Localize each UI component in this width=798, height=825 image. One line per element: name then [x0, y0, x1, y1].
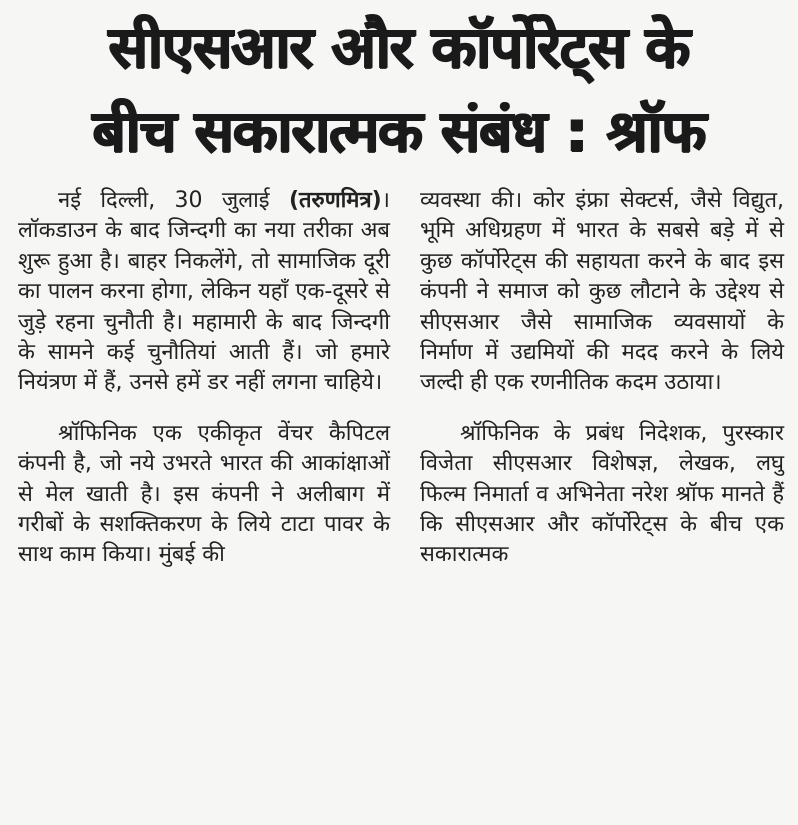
- newspaper-name: (तरुणमित्र): [288, 188, 382, 213]
- article-column-left: [18, 186, 390, 571]
- headline-line-1: सीएसआर और कॉर्पोरेट्स के: [108, 13, 690, 81]
- article-paragraph: श्रॉफिनिक के प्रबंध निदेशक, पुरस्कार विजेता सीएसआर विशेषज्ञ, लेखक, लघु फिल्म निमार्ता व अभिनेता नरेश श्रॉफ मानते हैं कि सीएसआर और कॉर्पोरेट्स के बीच एक सकारात्मक: [420, 420, 784, 568]
- article-paragraph: व्यवस्था की। कोर इंफ्रा सेक्टर्स, जैसे विद्युत, भूमि अधिग्रहण में भारत के सबसे बड़े में से कुछ कॉर्पोरेट्स की सहायता करने के बाद इस कंपनी ने समाज को कुछ लौटाने के उद्देश्य से सीएसआर जैसे सामाजिक व्यवसायों के निर्माण में उद्यमियों की मदद करने के लिये जल्दी ही एक रणनीतिक कदम उठाया।: [420, 188, 784, 396]
- article-column-right: [420, 186, 784, 571]
- headline-line-2: बीच सकारात्मक संबंध : श्रॉफ: [92, 97, 706, 165]
- paragraph-text: । लॉकडाउन के बाद जिन्दगी का नया तरीका अब शुरू हुआ है। बाहर निकलेंगे, तो सामाजिक दूरी का पालन करना होगा, लेकिन यहाँ एक-दूसरे से जुड़े रहना चुनौती है। महामारी के बाद जिन्दगी के सामने कई चुनौतियां आती हैं। जो हमारे नियंत्रण में हैं, उनसे हमें डर नहीं लगना चाहिये।: [18, 188, 390, 396]
- article-paragraph: श्रॉफिनिक एक एकीकृत वेंचर कैपिटल कंपनी है, जो नये उभरते भारत की आकांक्षाओं से मेल खाती है। इस कंपनी ने अलीबाग में गरीबों के सशक्तिकरण के लिये टाटा पावर के साथ काम किया। मुंबई की: [18, 420, 390, 568]
- column-divider: [403, 190, 404, 825]
- dateline: नई दिल्ली, 30 जुलाई: [58, 188, 270, 213]
- article-paragraph: [18, 186, 390, 399]
